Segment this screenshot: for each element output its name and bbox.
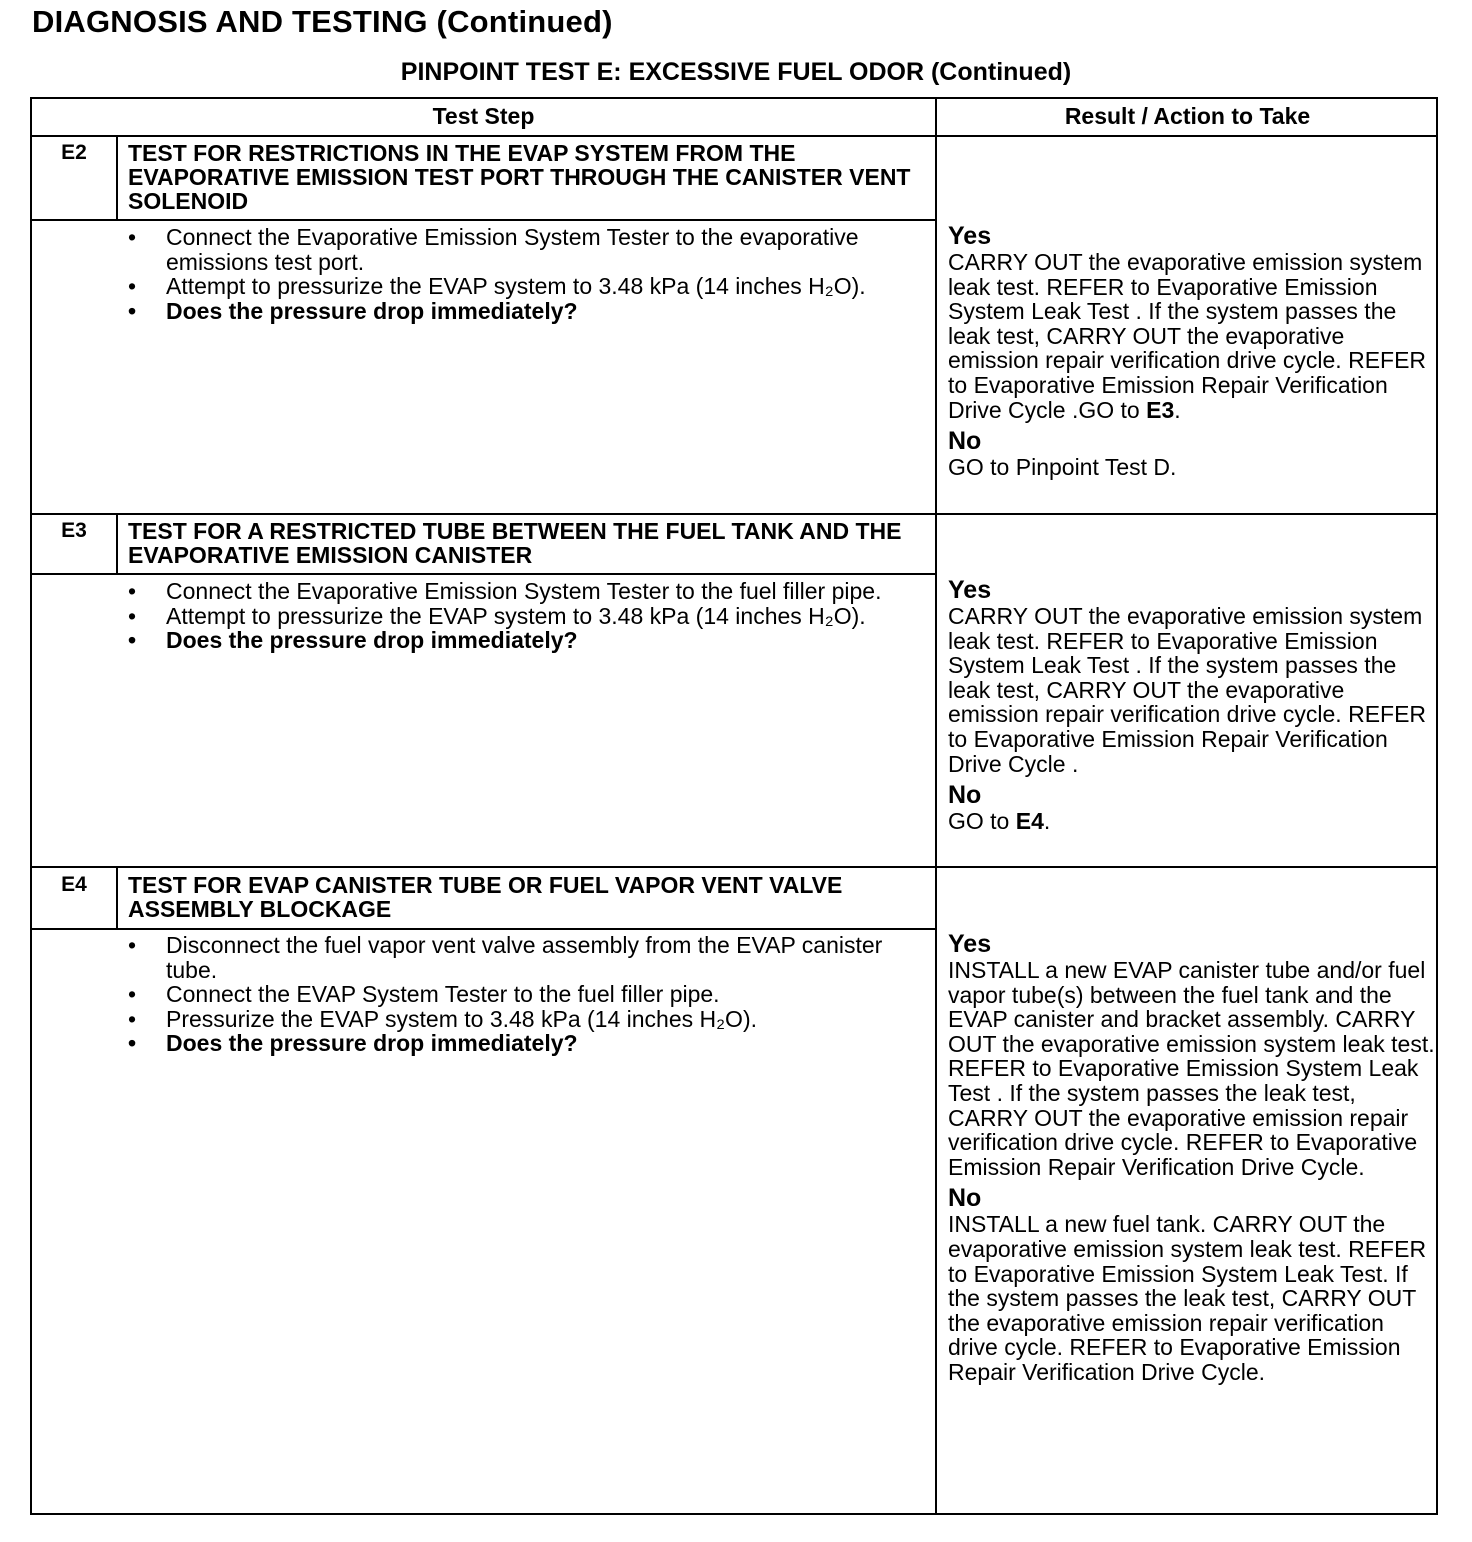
yes-text <box>948 604 1436 776</box>
no-text <box>948 455 1436 480</box>
action-item: • Connect the Evaporative Emission System Tester to the fuel filler pipe. <box>122 579 922 604</box>
title-underline <box>32 219 935 221</box>
yes-end: . <box>1174 396 1181 423</box>
action-item: • Connect the EVAP System Tester to the fuel filler pipe. <box>122 982 922 1007</box>
question-item: • Does the pressure drop immediately? <box>122 299 922 324</box>
yes-label: Yes <box>948 576 992 604</box>
step-id: E4 <box>61 873 87 896</box>
no-label: No <box>948 781 982 810</box>
step-id: E3 <box>61 519 87 542</box>
yes-text <box>948 958 1436 1179</box>
action-item: • Disconnect the fuel vapor vent valve assembly from the EVAP canister tube. <box>122 933 922 982</box>
result-cell <box>948 223 1436 486</box>
row-divider <box>32 513 1438 515</box>
row-divider <box>32 866 1438 868</box>
step-actions <box>122 225 922 323</box>
action-item: • Attempt to pressurize the EVAP system to 3.48 kPa (14 inches H₂O). <box>122 604 922 629</box>
yes-action: CARRY OUT the evaporative emission system leak test. REFER to Evaporative Emission System Leak Test . If the system passes the leak test, CARRY OUT the evaporative emission repair verification drive cycle. REFER to Evaporative Emission Repair Verification Drive Cycle .GO to <box>948 249 1427 423</box>
yes-label: Yes <box>948 930 992 958</box>
id-divider <box>116 137 118 221</box>
no-text <box>948 809 1436 834</box>
pinpoint-test-table <box>30 97 1438 1515</box>
result-cell <box>948 577 1436 840</box>
no-label: No <box>948 1184 982 1213</box>
no-action: GO to <box>948 808 1016 835</box>
yes-action: INSTALL a new EVAP canister tube and/or fuel vapor tube(s) between the fuel tank and the EVAP canister and bracket assembly. CARRY OUT the evaporative emission system leak test. REFER to Evaporative Emission System Leak Test . If the system passes the leak test, CARRY OUT the evaporative emission repair verification drive cycle. REFER to Evaporative Emission Repair Verification Drive Cycle. <box>948 957 1435 1180</box>
no-end: . <box>1043 808 1051 835</box>
header-test-step: Test Step <box>432 103 535 129</box>
step-title: TEST FOR RESTRICTIONS IN THE EVAP SYSTEM FROM THE EVAPORATIVE EMISSION TEST PORT THROUGH THE CANISTER VENT SOLENOID <box>128 140 911 214</box>
no-text <box>948 1212 1436 1384</box>
no-action: INSTALL a new fuel tank. CARRY OUT the evaporative emission system leak test. REFER to Evaporative Emission System Leak Test. If the system passes the leak test, CARRY OUT the evaporative emission repair verification drive cycle. REFER to Evaporative Emission Repair Verification Drive Cycle. <box>948 1211 1427 1385</box>
step-id: E2 <box>61 141 87 164</box>
action-item: • Pressurize the EVAP system to 3.48 kPa (14 inches H₂O). <box>122 1007 922 1032</box>
title-underline <box>32 573 935 575</box>
no-action: GO to Pinpoint Test D. <box>948 454 1177 481</box>
action-item: • Connect the Evaporative Emission System Tester to the evaporative emissions test port. <box>122 225 922 274</box>
header-result: Result / Action to Take <box>1064 103 1311 129</box>
header-divider <box>32 135 1438 137</box>
step-title: TEST FOR A RESTRICTED TUBE BETWEEN THE FUEL TANK AND THE EVAPORATIVE EMISSION CANISTER <box>128 518 902 568</box>
yes-text <box>948 250 1436 422</box>
title-underline <box>32 928 935 930</box>
page-heading: DIAGNOSIS AND TESTING (Continued) <box>32 4 613 39</box>
id-divider <box>116 868 118 928</box>
no-label: No <box>948 427 982 456</box>
step-actions <box>122 933 922 1056</box>
yes-goto: E3 <box>1146 396 1175 423</box>
table-title: PINPOINT TEST E: EXCESSIVE FUEL ODOR (Continued) <box>400 58 1072 86</box>
question-item: • Does the pressure drop immediately? <box>122 628 922 653</box>
step-actions <box>122 579 922 653</box>
result-cell <box>948 931 1436 1391</box>
question-item: • Does the pressure drop immediately? <box>122 1031 922 1056</box>
step-title: TEST FOR EVAP CANISTER TUBE OR FUEL VAPOR VENT VALVE ASSEMBLY BLOCKAGE <box>128 872 843 922</box>
action-item: • Attempt to pressurize the EVAP system to 3.48 kPa (14 inches H₂O). <box>122 274 922 299</box>
column-divider <box>935 99 937 1515</box>
yes-action: CARRY OUT the evaporative emission system leak test. REFER to Evaporative Emission System Leak Test . If the system passes the leak test, CARRY OUT the evaporative emission repair verification drive cycle. REFER to Evaporative Emission Repair Verification Drive Cycle . <box>948 603 1427 777</box>
id-divider <box>116 515 118 574</box>
no-goto: E4 <box>1015 808 1044 835</box>
yes-label: Yes <box>948 222 992 250</box>
